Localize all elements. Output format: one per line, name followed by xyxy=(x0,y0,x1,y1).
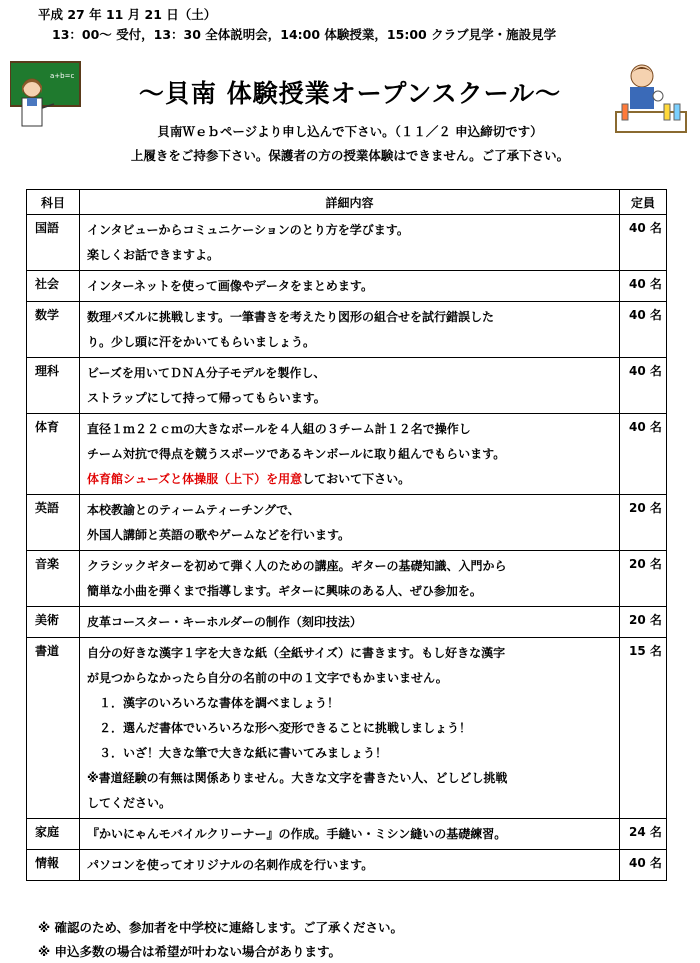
detail-cell xyxy=(80,607,620,638)
header-detail: 詳細内容 xyxy=(80,190,620,215)
subject-cell: 数学 xyxy=(27,302,80,358)
subject-cell: 理科 xyxy=(27,358,80,414)
capacity-cell: 20 名 xyxy=(620,495,667,551)
detail-cell xyxy=(80,271,620,302)
detail-line: ３．いざ！大きな筆で大きな紙に書いてみましょう！ xyxy=(87,746,388,760)
subject-cell: 体育 xyxy=(27,414,80,495)
capacity-cell: 40 名 xyxy=(620,215,667,271)
detail-line: インタビューからコミュニケーションのとり方を学びます。 xyxy=(87,223,409,237)
table-row xyxy=(27,215,667,271)
detail-line: 外国人講師と英語の歌やゲームなどを行います。 xyxy=(87,528,351,542)
detail-line: 皮革コースター・キーホルダーの制作（刻印技法） xyxy=(87,615,362,629)
event-schedule: 13：00～ 受付，13：30 全体説明会，14:00 体験授業，15:00 クラブ見学・施設見学 xyxy=(52,27,557,42)
detail-line: 自分の好きな漢字１字を大きな紙（全紙サイズ）に書きます。もし好きな漢字 xyxy=(87,646,506,660)
detail-cell xyxy=(80,819,620,850)
detail-cell xyxy=(80,414,620,495)
detail-line: 直径１ｍ２２ｃｍの大きなボールを４人組の３チーム計１２名で操作し xyxy=(87,422,471,436)
table-row xyxy=(27,850,667,881)
capacity-cell: 24 名 xyxy=(620,819,667,850)
subject-cell: 音楽 xyxy=(27,551,80,607)
detail-cell xyxy=(80,495,620,551)
highlight-text: 体育館シューズと体操服（上下）を用意 xyxy=(87,472,303,486)
subject-cell: 家庭 xyxy=(27,819,80,850)
table-row xyxy=(27,495,667,551)
svg-text:a+b=c: a+b=c xyxy=(50,72,75,80)
detail-cell xyxy=(80,638,620,819)
subject-cell: 社会 xyxy=(27,271,80,302)
detail-line: パソコンを使ってオリジナルの名刺作成を行います。 xyxy=(87,858,374,872)
capacity-cell: 40 名 xyxy=(620,302,667,358)
capacity-cell: 40 名 xyxy=(620,358,667,414)
table-row xyxy=(27,271,667,302)
footer-note-contact: ※ 確認のため、参加者を中学校に連絡します。ご了承ください。 xyxy=(38,920,404,935)
detail-line: チーム対抗で得点を競うスポーツであるキンボールに取り組んでもらいます。 xyxy=(87,447,506,461)
detail-line: ビーズを用いてＤＮＡ分子モデルを製作し、 xyxy=(87,366,326,380)
detail-line: が見つからなかったら自分の名前の中の１文字でもかまいません。 xyxy=(87,671,448,685)
table-header-row xyxy=(27,190,667,215)
table-row xyxy=(27,819,667,850)
detail-cell xyxy=(80,850,620,881)
detail-line: １．漢字のいろいろな書体を調べましょう！ xyxy=(87,696,340,710)
detail-line: 楽しくお話できますよ。 xyxy=(87,248,220,262)
subject-cell: 国語 xyxy=(27,215,80,271)
detail-line: 数理パズルに挑戦します。一筆書きを考えたり図形の組合せを試行錯誤した xyxy=(87,310,495,324)
highlight-suffix: しておいて下さい。 xyxy=(302,472,411,486)
capacity-cell: 40 名 xyxy=(620,850,667,881)
detail-line xyxy=(87,467,615,492)
detail-line: してください。 xyxy=(87,796,172,810)
subject-cell: 美術 xyxy=(27,607,80,638)
capacity-cell: 40 名 xyxy=(620,414,667,495)
header-capacity: 定員 xyxy=(620,190,667,215)
detail-line: 本校教諭とのティームティーチングで、 xyxy=(87,503,300,517)
page-title: ～貝南 体験授業オープンスクール～ xyxy=(138,79,562,108)
detail-line: り。少し頭に汗をかいてもらいましょう。 xyxy=(87,335,316,349)
detail-cell xyxy=(80,358,620,414)
table-row xyxy=(27,358,667,414)
detail-cell xyxy=(80,215,620,271)
detail-line: ※書道経験の有無は関係ありません。大きな文字を書きたい人、どしどし挑戦 xyxy=(87,771,508,785)
table-row xyxy=(27,638,667,819)
subject-cell: 書道 xyxy=(27,638,80,819)
detail-line: インターネットを使って画像やデータをまとめます。 xyxy=(87,279,373,293)
detail-line: 簡単な小曲を弾くまで指導します。ギターに興味のある人、ぜひ参加を。 xyxy=(87,584,482,598)
capacity-cell: 15 名 xyxy=(620,638,667,819)
subject-cell: 英語 xyxy=(27,495,80,551)
detail-line: クラシックギターを初めて弾く人のための講座。ギターの基礎知識、入門から xyxy=(87,559,507,573)
subject-cell: 情報 xyxy=(27,850,80,881)
detail-line: ２．選んだ書体でいろいろな形へ変形できることに挑戦しましょう！ xyxy=(87,721,472,735)
event-date: 平成 27 年 11 月 21 日（土） xyxy=(38,7,217,22)
table-row xyxy=(27,302,667,358)
indoor-shoes-note: 上履きをご持参下さい。保護者の方の授業体験はできません。ご了承下さい。 xyxy=(130,148,570,163)
detail-line: 『かいにゃんモバイルクリーナー』の作成。手縫い・ミシン縫いの基礎練習。 xyxy=(87,827,507,841)
capacity-cell: 20 名 xyxy=(620,607,667,638)
capacity-cell: 20 名 xyxy=(620,551,667,607)
table-row xyxy=(27,607,667,638)
table-row xyxy=(27,414,667,495)
detail-cell xyxy=(80,302,620,358)
class-schedule-table xyxy=(26,189,667,881)
header-subject: 科目 xyxy=(27,190,80,215)
table-row xyxy=(27,551,667,607)
application-note: 貝南Ｗｅｂページより申し込んで下さい。（１１／２ 申込締切です） xyxy=(157,124,543,139)
detail-cell xyxy=(80,551,620,607)
detail-line: ストラップにして持って帰ってもらいます。 xyxy=(87,391,326,405)
capacity-cell: 40 名 xyxy=(620,271,667,302)
footer-note-capacity: ※ 申込多数の場合は希望が叶わない場合があります。 xyxy=(38,944,342,959)
